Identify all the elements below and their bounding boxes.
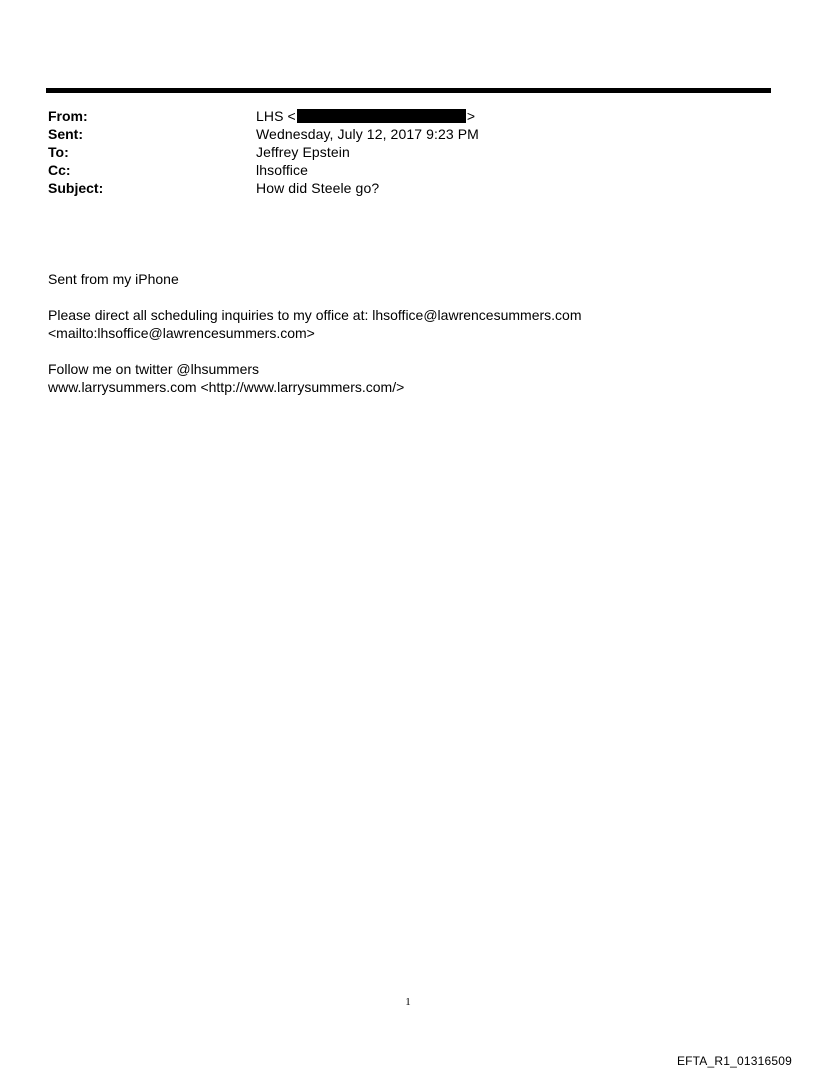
cc-value: lhsoffice [256,162,309,178]
header-divider [46,88,771,93]
paragraph-gap [48,342,748,360]
to-value: Jeffrey Epstein [256,144,350,160]
subject-value: How did Steele go? [256,180,380,196]
body-line-mailto: <mailto:lhsoffice@lawrencesummers.com> [48,325,315,341]
from-value [256,107,475,125]
body-line-website: www.larrysummers.com <http://www.larrysummers.com/> [48,379,405,395]
cc-row [48,161,748,179]
email-body [48,270,748,396]
sent-row [48,125,748,143]
paragraph-gap [48,288,748,306]
body-line-twitter: Follow me on twitter @lhsummers [48,361,260,377]
page-number: 1 [405,996,411,1008]
subject-label: Subject: [48,180,104,196]
subject-row [48,179,748,197]
from-name: LHS < [256,108,296,124]
body-line-scheduling: Please direct all scheduling inquiries to my office at: lhsoffice@lawrencesummers.com [48,307,582,323]
to-label: To: [48,144,69,160]
body-line-sent-from: Sent from my iPhone [48,271,179,287]
document-id: EFTA_R1_01316509 [676,1054,792,1068]
cc-label: Cc: [48,162,71,178]
sent-value: Wednesday, July 12, 2017 9:23 PM [256,126,479,142]
from-row [48,107,748,125]
to-row [48,143,748,161]
from-label: From: [48,108,88,124]
from-close: > [466,108,476,124]
sent-label: Sent: [48,126,83,142]
redaction-block [297,109,466,123]
email-header [48,107,748,197]
